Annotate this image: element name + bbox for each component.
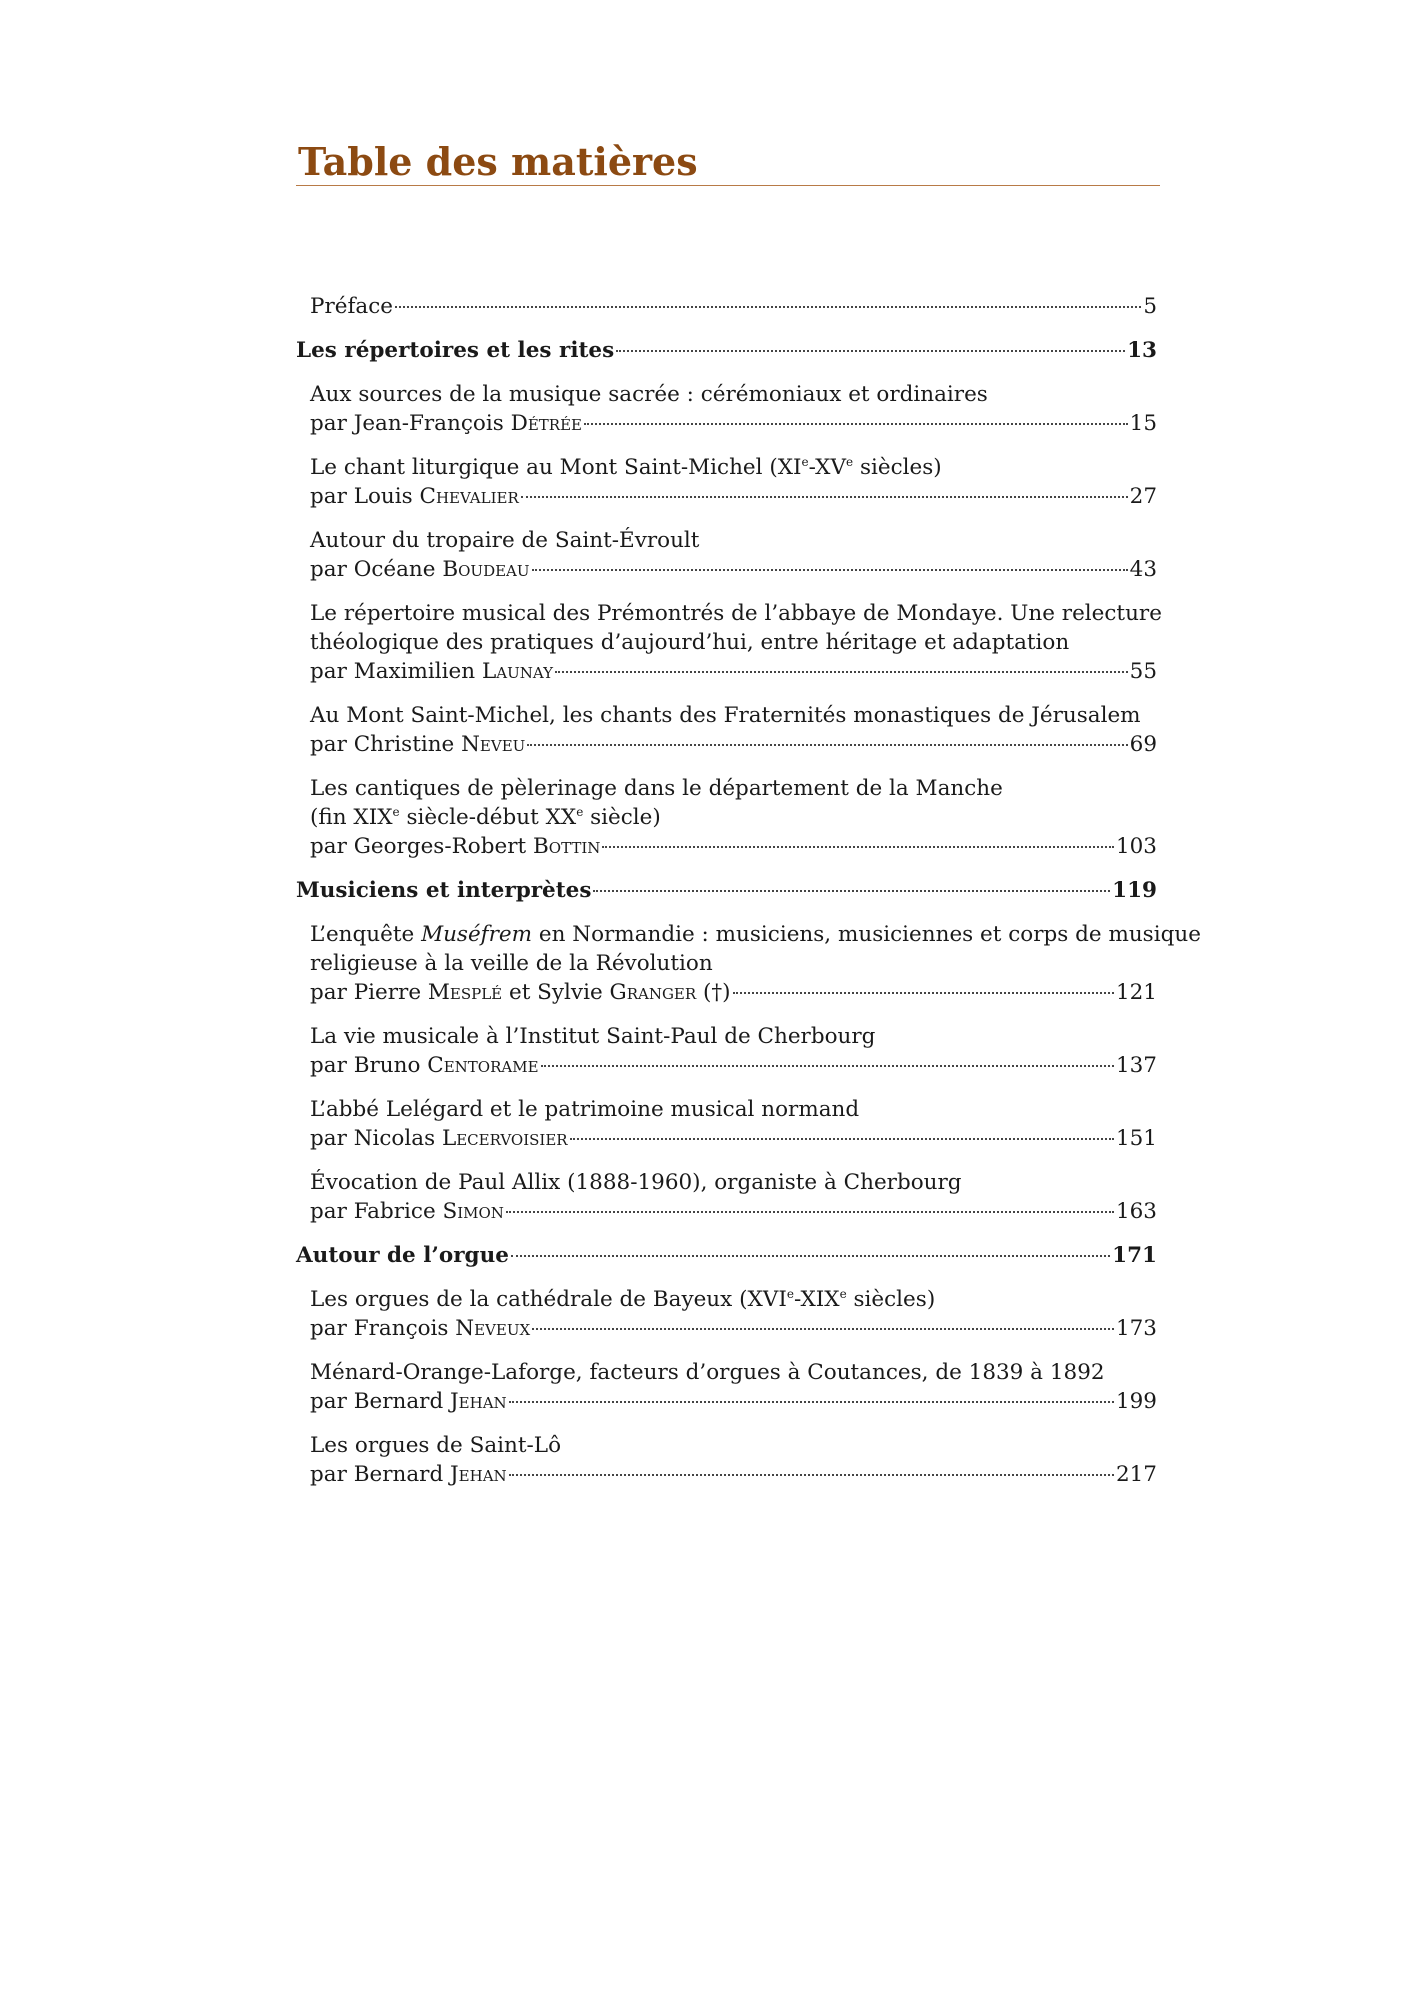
entry-leader-line <box>310 1051 1157 1081</box>
page-number: 13 <box>1127 338 1157 363</box>
entry-title-line: Le répertoire musical des Prémontrés de l’abbaye de Mondaye. Une relecture <box>310 601 1162 626</box>
superscript: e <box>839 1286 847 1301</box>
author-note: (†) <box>696 980 731 1005</box>
entry-leader-line <box>310 1460 1157 1490</box>
author-last-name: Bottin <box>532 834 601 859</box>
page-number: 103 <box>1115 834 1157 859</box>
author-last-name: Granger <box>609 980 697 1005</box>
superscript: e <box>801 454 809 469</box>
entry-leader-line <box>310 409 1157 439</box>
section-line <box>296 876 1157 906</box>
superscript: e <box>846 454 854 469</box>
superscript: e <box>392 804 400 819</box>
leader-dots <box>555 671 1128 673</box>
author-prefix: par <box>310 732 354 757</box>
author-first-name: Christine <box>353 732 462 757</box>
entry-author <box>310 409 582 439</box>
entry-title-line: Les orgues de la cathédrale de Bayeux (XVIe-XIXe siècles) <box>310 1286 936 1312</box>
entry-author <box>310 1051 539 1081</box>
entry-leader-line <box>310 292 1157 322</box>
author-first-name: Bernard <box>353 1462 451 1487</box>
author-first-name: Bruno <box>353 1053 428 1078</box>
entry-title-line: religieuse à la veille de la Révolution <box>310 951 713 976</box>
author-prefix: par <box>310 1316 354 1341</box>
author-last-name: Boudeau <box>442 557 530 582</box>
author-last-name: Détrée <box>510 411 582 436</box>
entry-leader-line <box>310 482 1157 512</box>
author-prefix: par <box>310 980 354 1005</box>
author-last-name: Lecervoisier <box>441 1126 568 1151</box>
entry-leader-line <box>310 1124 1157 1154</box>
page-title: Table des matières <box>298 139 698 184</box>
author-prefix: par <box>310 1199 354 1224</box>
author-first-name: Bernard <box>353 1389 451 1414</box>
section-line <box>296 1241 1157 1271</box>
author-last-name: Simon <box>442 1199 504 1224</box>
page-number: 43 <box>1129 557 1157 582</box>
entry-title-line: La vie musicale à l’Institut Saint-Paul de Cherbourg <box>310 1024 876 1049</box>
author-first-name: Nicolas <box>353 1126 442 1151</box>
author-last-name: Launay <box>481 659 553 684</box>
page-number: 69 <box>1129 732 1157 757</box>
page-number: 137 <box>1115 1053 1157 1078</box>
entry-title-line: L’abbé Lelégard et le patrimoine musical normand <box>310 1097 860 1122</box>
author-first-name: Maximilien <box>353 659 482 684</box>
entry-leader-line <box>310 978 1157 1008</box>
page-number: 151 <box>1115 1126 1157 1151</box>
entry-author <box>310 978 731 1008</box>
leader-dots <box>602 846 1114 848</box>
author-last-name: Neveux <box>455 1316 531 1341</box>
entry-title-line: Aux sources de la musique sacrée : cérémoniaux et ordinaires <box>310 382 988 407</box>
author-last-name: Centorame <box>427 1053 539 1078</box>
leader-dots <box>593 890 1110 892</box>
leader-dots <box>570 1138 1114 1140</box>
page-number: 199 <box>1115 1389 1157 1414</box>
entry-title-line: L’enquête Muséfrem en Normandie : musiciens, musiciennes et corps de musique <box>310 922 1201 947</box>
leader-dots <box>506 1211 1114 1213</box>
author-prefix: par <box>310 557 354 582</box>
page-number: 5 <box>1143 294 1157 319</box>
entry-leader-line <box>310 1197 1157 1227</box>
entry-leader-line <box>310 730 1157 760</box>
page-number: 163 <box>1115 1199 1157 1224</box>
page-number: 27 <box>1129 484 1157 509</box>
entry-title-line: Le chant liturgique au Mont Saint-Michel (XIe-XVe siècles) <box>310 454 942 480</box>
author-prefix: par <box>310 1126 354 1151</box>
entry-leader-line <box>310 832 1157 862</box>
entry-title-line: (fin XIXe siècle-début XXe siècle) <box>310 804 661 830</box>
author-first-name: François <box>353 1316 456 1341</box>
author-prefix: par <box>310 484 354 509</box>
section-line <box>296 336 1157 366</box>
page-number: 171 <box>1112 1243 1157 1268</box>
author-prefix: par <box>310 1389 354 1414</box>
leader-dots <box>541 1065 1114 1067</box>
entry-leader-line <box>310 1387 1157 1417</box>
author-prefix: par <box>310 1053 354 1078</box>
entry-author <box>310 1387 507 1417</box>
author-first-name: Fabrice <box>353 1199 443 1224</box>
entry-author <box>310 1197 504 1227</box>
entry-author <box>310 482 519 512</box>
page-number: 15 <box>1129 411 1157 436</box>
entry-title-line: Au Mont Saint-Michel, les chants des Fraternités monastiques de Jérusalem <box>310 703 1141 728</box>
title-underline <box>296 185 1160 186</box>
entry-author <box>310 1460 507 1490</box>
author-prefix: par <box>310 659 354 684</box>
author-first-name: Louis <box>353 484 420 509</box>
leader-dots <box>527 744 1127 746</box>
section-title: Les répertoires et les rites <box>296 338 615 363</box>
author-last-name: Mesplé <box>427 980 503 1005</box>
entry-title-line: théologique des pratiques d’aujourd’hui, entre héritage et adaptation <box>310 630 1070 655</box>
page-number: 121 <box>1115 980 1157 1005</box>
leader-dots <box>532 569 1128 571</box>
page-number: 173 <box>1115 1316 1157 1341</box>
section-title: Musiciens et interprètes <box>296 878 592 903</box>
author-first-name: Océane <box>353 557 443 582</box>
leader-dots <box>395 306 1141 308</box>
entry-author <box>310 730 525 760</box>
author-last-name: Chevalier <box>419 484 519 509</box>
author-last-name: Jehan <box>450 1462 507 1487</box>
entry-author <box>310 657 553 687</box>
author-prefix: par <box>310 411 354 436</box>
author-first-name: Georges-Robert <box>353 834 533 859</box>
entry-title-line: Évocation de Paul Allix (1888-1960), organiste à Cherbourg <box>310 1170 962 1195</box>
page-number: 217 <box>1115 1462 1157 1487</box>
superscript: e <box>576 804 584 819</box>
entry-title-line: Ménard-Orange-Laforge, facteurs d’orgues à Coutances, de 1839 à 1892 <box>310 1360 1105 1385</box>
italic-title: Muséfrem <box>421 922 533 947</box>
section-title: Autour de l’orgue <box>296 1243 509 1268</box>
entry-leader-line <box>310 1314 1157 1344</box>
author-prefix: par <box>310 1462 354 1487</box>
entry-author <box>310 555 530 585</box>
leader-dots <box>521 496 1128 498</box>
leader-dots <box>584 423 1128 425</box>
author-connector: et Sylvie <box>502 980 610 1005</box>
author-first-name: Pierre <box>353 980 428 1005</box>
author-last-name: Jehan <box>450 1389 507 1414</box>
leader-dots <box>616 350 1125 352</box>
leader-dots <box>509 1401 1114 1403</box>
entry-title-line: Les orgues de Saint-Lô <box>310 1433 562 1458</box>
entry-author <box>310 1124 568 1154</box>
superscript: e <box>786 1286 794 1301</box>
entry-title-line: Les cantiques de pèlerinage dans le département de la Manche <box>310 776 1003 801</box>
leader-dots <box>509 1474 1114 1476</box>
entry-author <box>310 832 600 862</box>
entry-title: Préface <box>310 294 394 319</box>
author-last-name: Neveu <box>461 732 526 757</box>
entry-leader-line <box>310 657 1157 687</box>
entry-leader-line <box>310 555 1157 585</box>
leader-dots <box>733 992 1114 994</box>
author-first-name: Jean-François <box>353 411 511 436</box>
leader-dots <box>532 1328 1114 1330</box>
page-number: 119 <box>1112 878 1157 903</box>
entry-title-line: Autour du tropaire de Saint-Évroult <box>310 528 700 553</box>
page-number: 55 <box>1129 659 1157 684</box>
author-prefix: par <box>310 834 354 859</box>
leader-dots <box>511 1255 1110 1257</box>
entry-author <box>310 1314 530 1344</box>
